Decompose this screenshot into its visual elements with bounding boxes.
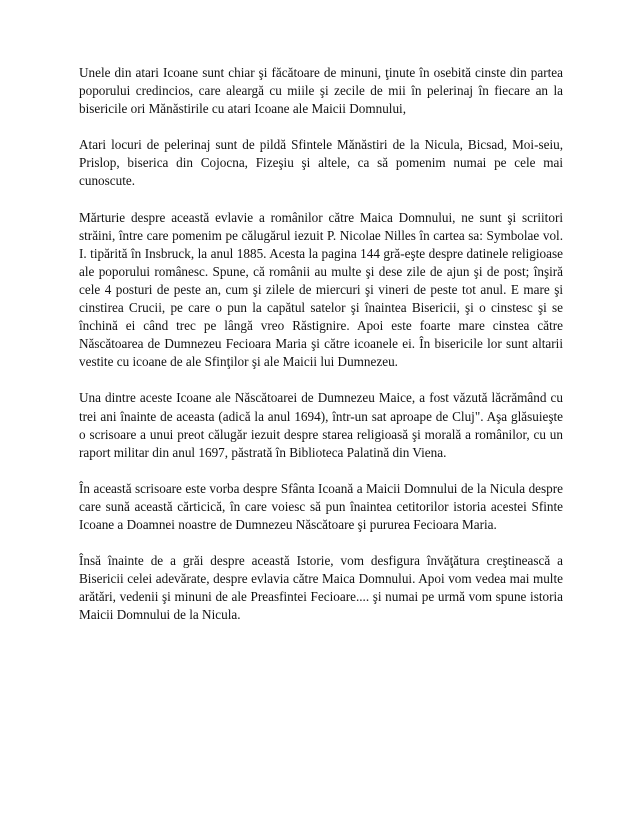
paragraph-4: Una dintre aceste Icoane ale Născătoarei de Dumnezeu Maice, a fost văzută lăcrămând cu trei ani înainte de aceasta (adică la anul 1694), într-un sat aproape de Cluj". Aşa glăsuieşte o scrisoare a unui preot călugăr iezuit despre starea religioasă şi morală a românilor, cu un raport militar din anul 1697, păstrată în Biblioteca Palatină din Viena. [79, 390, 563, 460]
paragraph-5: În această scrisoare este vorba despre Sfânta Icoană a Maicii Domnului de la Nicula despre care sună această cărticică, în care voiesc să pun înaintea cetitorilor istoria acestei Sfinte Icoane a Doamnei noastre de Dumnezeu Născătoare şi pururea Fecioara Maria. [79, 480, 563, 532]
paragraph-1: Unele din atari Icoane sunt chiar şi făcătoare de minuni, ţinute în osebită cinste din partea poporului credincios, care aleargă cu miile şi zecile de mii în pelerinaj în fiecare an la bisericile ori Mănăstirile cu atari Icoane ale Maicii Domnului, [79, 65, 563, 117]
document-page [79, 64, 563, 642]
paragraph-2: Atari locuri de pelerinaj sunt de pildă Sfintele Mănăstiri de la Nicula, Bicsad, Moi-seiu, Prislop, biserica din Cojocna, Fizeşiu şi altele, ca să pomenim numai pe cele mai cunoscute. [79, 137, 563, 189]
paragraph-6: Însă înainte de a grăi despre această Istorie, vom desfigura învăţătura creştinească a Bisericii celei adevărate, despre evlavia către Maica Domnului. Apoi vom vedea mai multe arătări, vedenii şi minuni de ale Preasfintei Fecioare.... şi numai pe urmă vom spune istoria Maicii Domnului de la Nicula. [79, 553, 563, 623]
paragraph-3: Mărturie despre această evlavie a românilor către Maica Domnului, ne sunt şi scriitori străini, între care pomenim pe călugărul iezuit P. Nicolae Nilles în cartea sa: Symbolae vol. I. tipărită în Insbruck, la anul 1885. Acesta la pagina 144 gră-eşte despre datinele religioase ale poporului românesc. Spune, că românii au multe şi dese zile de ajun şi de post; înşiră cele 4 posturi de peste an, cum şi zilele de miercuri şi vineri de peste tot anul. E mare şi cinstirea Crucii, pe care o pun la capătul satelor şi înaintea Bisericii, şi o cinstesc şi se închină ei când trec pe lângă vreo Răstignire. Apoi este foarte mare cinstea către Născătoarea de Dumnezeu Fecioara Maria şi către icoanele ei. În bisericile lor sunt altarii vestite cu icoane de ale Sfinţilor şi ale Maicii lui Dumnezeu. [79, 209, 563, 370]
